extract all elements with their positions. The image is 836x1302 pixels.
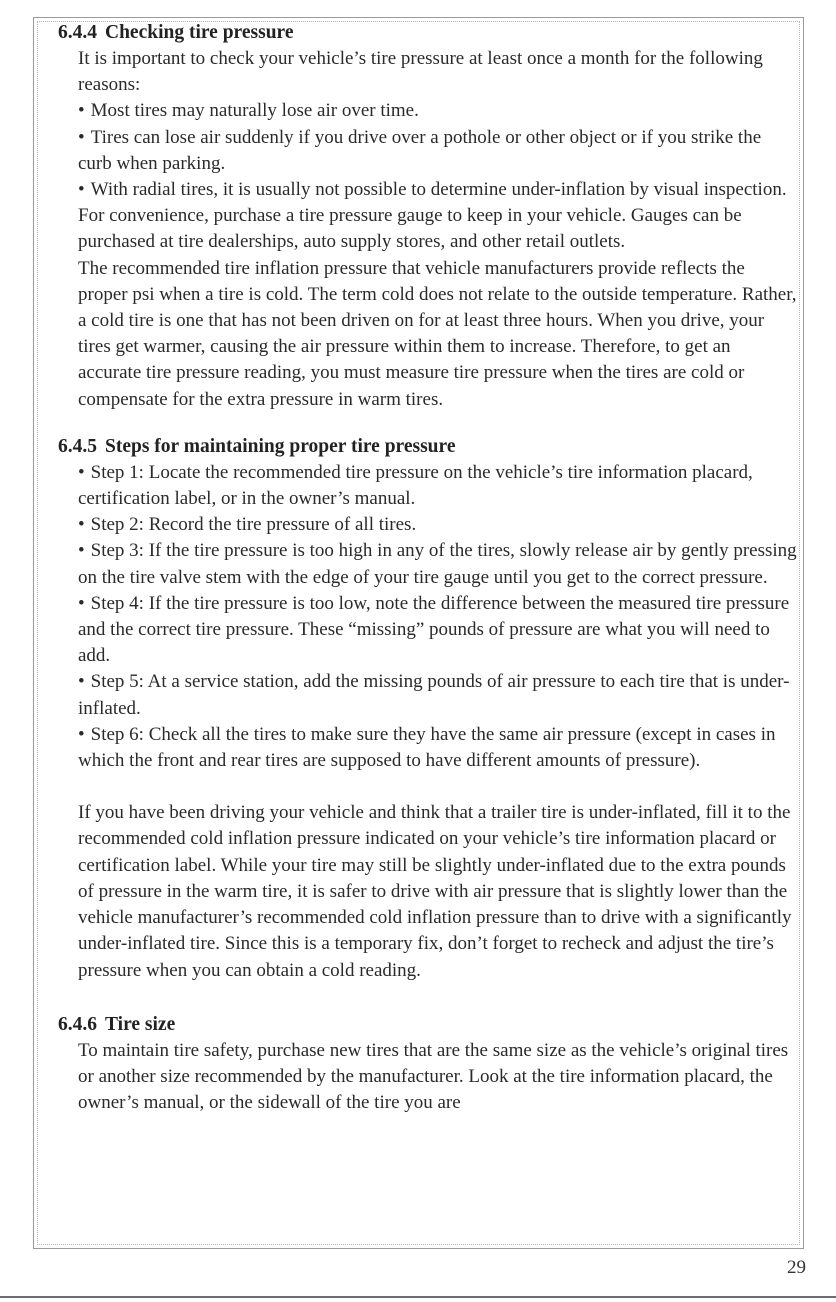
section-heading-6-4-6 xyxy=(58,1012,798,1038)
section-heading-6-4-4 xyxy=(58,20,798,46)
section-title: Steps for maintaining proper tire pressure xyxy=(105,435,456,457)
section-body-6-4-5 xyxy=(78,460,798,984)
intro-paragraph: It is important to check your vehicle’s tire pressure at least once a month for the following reasons: xyxy=(78,48,763,96)
bullet-item: • Tires can lose air suddenly if you drive over a pothole or other object or if you strike the curb when parking. xyxy=(78,125,798,177)
section-title: Checking tire pressure xyxy=(105,22,294,43)
note-paragraph: If you have been driving your vehicle and think that a trailer tire is under-inflated, fill it to the recommended cold inflation pressure indicated on your vehicle’s tire information placard or certification label. While your tire may still be slightly under-inflated due to the extra pounds of pressure in the warm tire, it is safer to drive with air pressure that is slightly lower than the vehicle manufacturer’s recommended cold inflation pressure than to drive with a significantly under-inflated tire. Since this is a temporary fix, don’t forget to recheck and adjust the tire’s pressure when you can obtain a cold reading. xyxy=(78,802,792,981)
section-title: Tire size xyxy=(105,1013,176,1035)
step-item: • Step 6: Check all the tires to make sure they have the same air pressure (except in cases in which the front and rear tires are supposed to have different amounts of pressure). xyxy=(78,722,798,774)
step-item: • Step 2: Record the tire pressure of all tires. xyxy=(78,512,798,538)
step-item: • Step 4: If the tire pressure is too low, note the difference between the measured tire pressure and the correct tire pressure. These “missing” pounds of pressure are what you will need to add. xyxy=(78,591,798,670)
step-item: • Step 1: Locate the recommended tire pressure on the vehicle’s tire information placard, certification label, or in the owner’s manual. xyxy=(78,460,798,512)
paragraph-tire-size: To maintain tire safety, purchase new tires that are the same size as the vehicle’s original tires or another size recommended by the manufacturer. Look at the tire information placard, the owner’s manual, or the sidewall of the tire you are xyxy=(78,1039,789,1114)
section-number: 6.4.4 xyxy=(58,22,97,43)
step-item: • Step 5: At a service station, add the missing pounds of air pressure to each tire that is under-inflated. xyxy=(78,669,798,721)
document-content xyxy=(58,20,798,1116)
section-body-6-4-6 xyxy=(78,1038,798,1117)
bottom-rule xyxy=(0,1296,836,1298)
paragraph-cold-tire: The recommended tire inflation pressure that vehicle manufacturers provide reflects the proper psi when a tire is cold. The term cold does not relate to the outside temperature. Rather, a cold tire is one that has not been driven on for at least three hours. When you drive, your tires get warmer, causing the air pressure within them to increase. Therefore, to get an accurate tire pressure reading, you must measure tire pressure when the tires are cold or compensate for the extra pressure in warm tires. xyxy=(78,257,797,410)
section-heading-6-4-5 xyxy=(58,434,798,460)
step-item: • Step 3: If the tire pressure is too high in any of the tires, slowly release air by gently pressing on the tire valve stem with the edge of your tire gauge until you get to the correct pressure. xyxy=(78,538,798,590)
bullet-item: • Most tires may naturally lose air over time. xyxy=(78,98,798,124)
paragraph-gauge: For convenience, purchase a tire pressure gauge to keep in your vehicle. Gauges can be purchased at tire dealerships, auto supply stores, and other retail outlets. xyxy=(78,205,742,253)
section-number: 6.4.5 xyxy=(58,435,97,457)
page-number: 29 xyxy=(787,1257,806,1278)
section-body-6-4-4 xyxy=(78,46,798,413)
section-number: 6.4.6 xyxy=(58,1013,97,1035)
bullet-item: • With radial tires, it is usually not possible to determine under-inflation by visual inspection. xyxy=(78,177,798,203)
